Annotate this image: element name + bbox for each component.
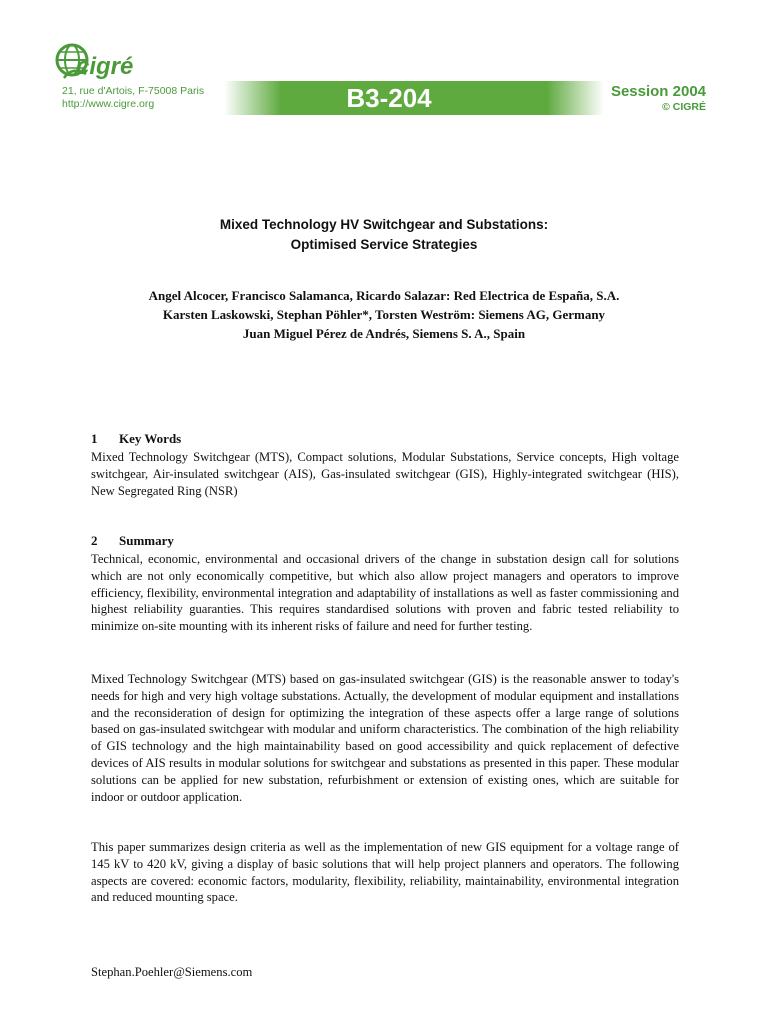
paper-title (0, 215, 768, 255)
author-line-1: Angel Alcocer, Francisco Salamanca, Ricardo Salazar: Red Electrica de España, S.A. (148, 288, 620, 303)
address-street: 21, rue d'Artois, F-75008 Paris (62, 85, 205, 97)
summary-paragraph-3: This paper summarizes design criteria as well as the implementation of new GIS equipment for a voltage range of 145 kV to 420 kV, giving a display of basic solutions that will help project planners and operators. The following aspects are covered: economic factors, modularity, flexibility, reliability, maintainability, environmental integration and reduced mounting space. (91, 840, 679, 905)
title-line-2: Optimised Service Strategies (290, 237, 478, 252)
session-label: Session 2004 (610, 83, 706, 100)
cigre-website-link[interactable]: http://www.cigre.org (62, 98, 155, 110)
paper-code: B3-204 (346, 83, 432, 113)
copyright-label: © CIGRÉ (662, 101, 706, 113)
key-words-paragraph: Mixed Technology Switchgear (MTS), Compact solutions, Modular Substations, Service concepts, High voltage switchgear, Air-insulated switchgear (AIS), Gas-insulated switchgear (GIS), Highly-integrated switchgear (HIS), New Segregated Ring (NSR) (91, 450, 679, 498)
summary-paragraph-1: Technical, economic, environmental and occasional drivers of the change in substation design call for solutions which are not only economically competitive, but which also allow project managers and operators to improve efficiency, flexibility, environmental integration and adaptability of installations as well as faster commissioning and highest reliability guaranties. This requires standardised solutions with proven and fabric tested reliability to minimize on-site mounting with its inherent risks of failure and need for further testing. (91, 552, 679, 634)
author-line-3: Juan Miguel Pérez de Andrés, Siemens S. A., Spain (242, 326, 526, 341)
section-number: 1 (91, 431, 98, 446)
section-title: Key Words (119, 431, 182, 446)
section-heading-key-words (91, 431, 181, 447)
section-heading-summary (91, 533, 174, 549)
cigre-address (62, 85, 204, 111)
cigre-header (0, 0, 768, 120)
summary-paragraph-2: Mixed Technology Switchgear (MTS) based on gas-insulated switchgear (GIS) is the reasonable answer to today's needs for high and very high voltage substations. Actually, the development of modular equipment and installations and the reconsideration of design for optimizing the integration of these aspects offer a large range of solutions based on gas-insulated switchgear with modular and uniform characteristics. The combination of the high reliability of GIS technology and the high maintainability based on good accessibility and quick replacement of defective devices of AIS results in modular solutions for switchgear and substations as presented in this paper. These modular solutions can be applied for new substation, refurbishment or extension of existing ones, which are suitable for indoor or outdoor application. (91, 672, 679, 804)
author-list (0, 286, 768, 343)
cigre-logo-wordmark: cigré (76, 53, 134, 80)
title-line-1: Mixed Technology HV Switchgear and Substations: (219, 217, 549, 232)
section-number: 2 (91, 533, 98, 548)
author-email-footnote[interactable]: Stephan.Poehler@Siemens.com (91, 965, 253, 979)
author-line-2: Karsten Laskowski, Stephan Pöhler*, Torsten Weström: Siemens AG, Germany (162, 307, 606, 322)
section-title: Summary (119, 533, 174, 548)
